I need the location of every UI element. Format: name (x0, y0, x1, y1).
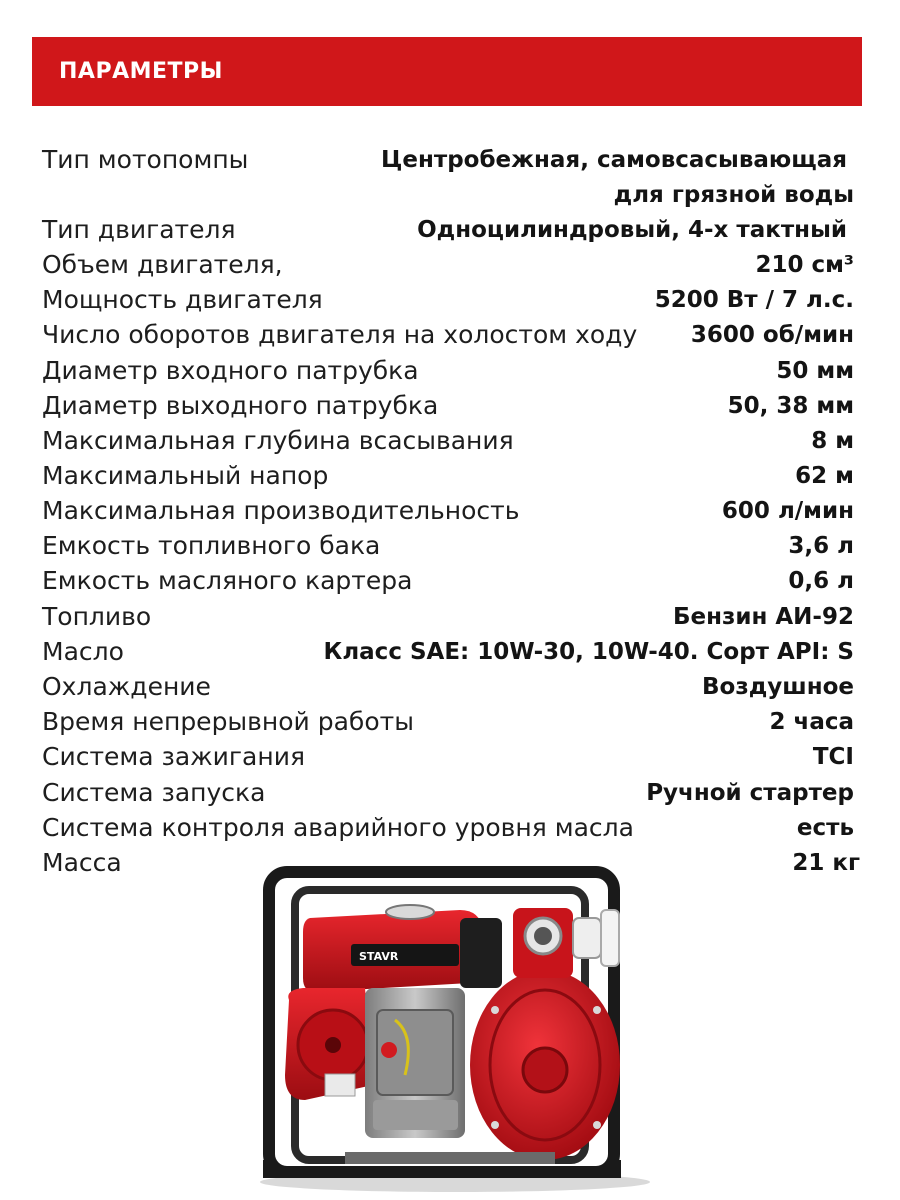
warning-sticker (325, 1074, 355, 1096)
spec-label-fuel: Топливо (42, 602, 152, 631)
motor-pump-illustration (255, 860, 655, 1195)
spec-value-outlet-diameter: 50, 38 мм (727, 393, 854, 419)
spec-label-weight: Масса (42, 848, 122, 877)
spec-label-suction-depth: Максимальная глубина всасывания (42, 426, 514, 455)
spec-label-engine-type: Тип двигателя (42, 215, 236, 244)
side-outlet (573, 918, 601, 958)
spec-value-oil-alert: есть (796, 815, 854, 841)
red-cap (381, 1042, 397, 1058)
air-filter (460, 918, 502, 988)
spec-value-engine-power: 5200 Вт / 7 л.с. (654, 287, 854, 313)
bolt (491, 1006, 499, 1014)
spec-label-oil: Масло (42, 637, 124, 666)
spec-label-pump-type: Тип мотопомпы (42, 145, 249, 174)
spec-value-fuel: Бензин АИ-92 (672, 604, 854, 630)
page-title: ПАРАМЕТРЫ (59, 59, 223, 84)
base-plate (345, 1152, 555, 1164)
spec-label-ignition: Система зажигания (42, 742, 305, 771)
spec-value-max-flow: 600 л/мин (721, 498, 854, 524)
spec-value-engine-volume: 210 см³ (755, 252, 854, 278)
spec-value-ignition: TCI (812, 744, 854, 770)
spec-value-start-system: Ручной стартер (646, 780, 854, 806)
bolt (593, 1121, 601, 1129)
outlet-hole (534, 927, 552, 945)
bolt (491, 1121, 499, 1129)
spec-value-max-head: 62 м (795, 463, 854, 489)
spec-label-inlet-diameter: Диаметр входного патрубка (42, 356, 419, 385)
spec-label-oil-alert: Система контроля аварийного уровня масла (42, 813, 634, 842)
spec-value-cooling: Воздушное (702, 674, 854, 700)
fuel-cap (386, 905, 434, 919)
spec-value-inlet-diameter: 50 мм (776, 358, 854, 384)
spec-value-pump-type: Центробежная, самовсасывающая (381, 147, 847, 173)
pump-hub (523, 1048, 567, 1092)
spec-value-runtime: 2 часа (769, 709, 854, 735)
spec-label-max-head: Максимальный напор (42, 461, 329, 490)
spec-value-idle-rpm: 3600 об/мин (690, 322, 854, 348)
spec-value-oil: Класс SAE: 10W-30, 10W-40. Сорт API: S (323, 639, 854, 665)
spec-value-oil-sump: 0,6 л (788, 568, 854, 594)
spec-label-engine-volume: Объем двигателя, (42, 250, 283, 279)
starter-center (325, 1037, 341, 1053)
spec-label-oil-sump: Емкость масляного картера (42, 566, 413, 595)
spec-value-suction-depth: 8 м (811, 428, 854, 454)
spec-label-fuel-tank: Емкость топливного бака (42, 531, 381, 560)
spec-label-cooling: Охлаждение (42, 672, 211, 701)
spec-value-pump-type-line2: для грязной воды (613, 182, 854, 208)
spec-value-weight: 21 кг (792, 850, 860, 876)
engine-base (373, 1100, 458, 1130)
spec-label-runtime: Время непрерывной работы (42, 707, 414, 736)
spec-label-start-system: Система запуска (42, 778, 266, 807)
spec-label-idle-rpm: Число оборотов двигателя на холостом ходу (42, 320, 638, 349)
spec-value-engine-type: Одноцилиндровый, 4-х тактный (417, 217, 847, 243)
spec-label-engine-power: Мощность двигателя (42, 285, 323, 314)
spec-label-max-flow: Максимальная производительность (42, 496, 520, 525)
spec-value-fuel-tank: 3,6 л (788, 533, 854, 559)
brand-label: STAVR (359, 950, 399, 963)
outlet-cap (601, 910, 619, 966)
spec-label-outlet-diameter: Диаметр выходного патрубка (42, 391, 439, 420)
bolt (593, 1006, 601, 1014)
